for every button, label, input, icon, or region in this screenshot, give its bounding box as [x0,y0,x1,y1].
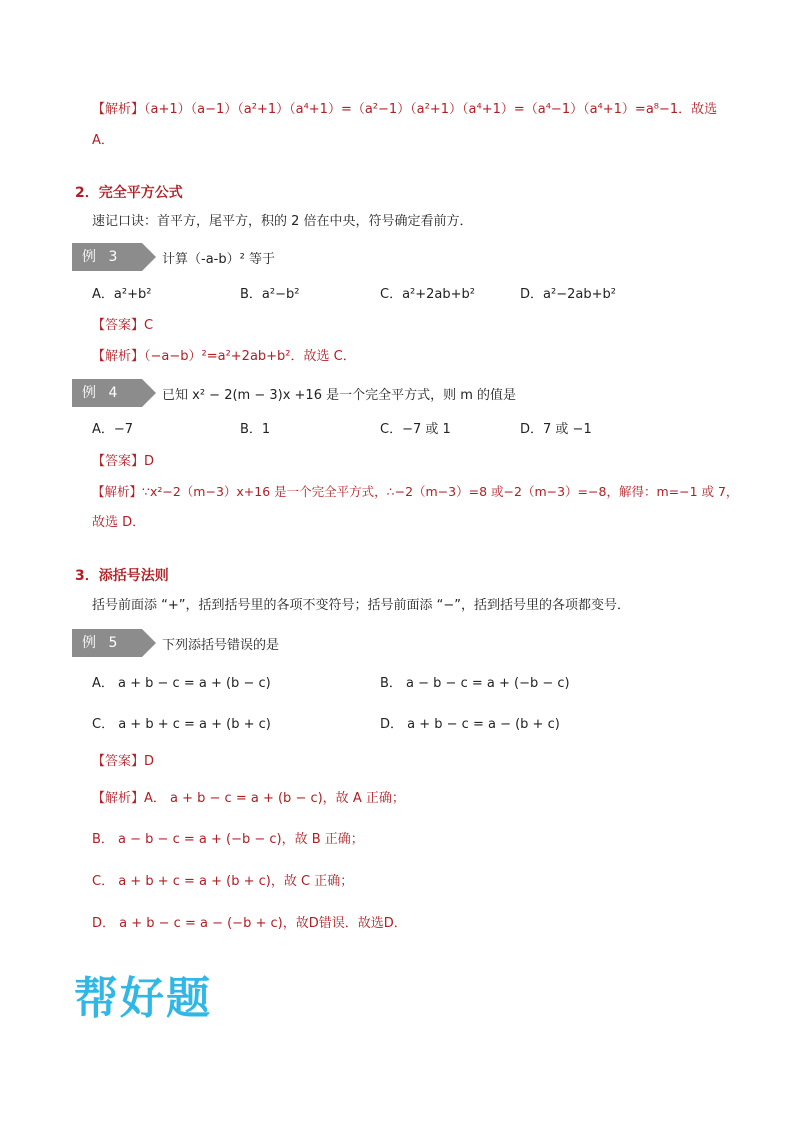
example-3 [72,243,275,271]
example-5 [72,629,279,657]
example-question: 已知 x² − 2(m − 3)x +16 是一个完全平方式，则 m 的值是 [162,387,517,403]
ex2-analysis-line1: 【解析】（a+1）（a−1）（a²+1）（a⁴+1）=（a²−1）（a²+1）（a⁴+1）=（a⁴−1）（a⁴+1）=a⁸−1．故选 [92,102,718,117]
option-a: A．−7 [92,422,134,437]
option-c: C． a + b + c = a + (b + c) [92,717,271,732]
analysis-line2: 故选 D． [92,515,146,530]
brand-logo: 帮好题 [74,973,212,1024]
analysis-line-b: B． a − b − c = a + (−b − c)，故 B 正确； [92,832,364,847]
option-a: A．a²+b² [92,287,152,302]
rule-text-3: 括号前面添 “+”，括到括号里的各项不变符号；括号前面添 “−”，括到括号里的各项都变号． [92,598,630,613]
example-tag: 例 4 [72,379,142,407]
option-a: A． a + b − c = a + (b − c) [92,676,271,691]
example-question: 下列添括号错误的是 [162,637,280,653]
option-c: C．a²+2ab+b² [380,287,475,302]
example-tag: 例 5 [72,629,142,657]
option-b: B．a²−b² [240,287,300,302]
analysis-line-a: 【解析】A． a + b − c = a + (b − c)，故 A 正确； [92,791,405,806]
analysis-line1: 【解析】∵x²−2（m−3）x+16 是一个完全平方式，∴−2（m−3）=8 或−2（m−3）=−8，解得：m=−1 或 7， [92,484,739,499]
rule-text-2: 速记口诀：首平方，尾平方，积的 2 倍在中央，符号确定看前方． [92,214,473,229]
example-question: 计算（-a-b）² 等于 [162,251,275,267]
option-d: D．7 或 −1 [520,422,592,437]
analysis-line-c: C． a + b + c = a + (b + c)，故 C 正确； [92,874,354,889]
analysis-line-d: D． a + b − c = a − (−b + c)，故D错误．故选D． [92,916,407,931]
section-heading-2: 2．完全平方公式 [75,185,183,201]
option-b: B．1 [240,422,271,437]
answer: 【答案】D [92,754,155,769]
analysis: 【解析】（−a−b）²=a²+2ab+b²．故选 C． [92,349,356,364]
answer: 【答案】D [92,454,155,469]
ex2-analysis-line2: A． [92,133,114,148]
option-d: D． a + b − c = a − (b + c) [380,717,560,732]
section-heading-3: 3．添括号法则 [75,568,169,584]
example-tag: 例 3 [72,243,142,271]
option-d: D．a²−2ab+b² [520,287,616,302]
example-4 [72,379,516,407]
option-c: C．−7 或 1 [380,422,451,437]
answer: 【答案】C [92,318,154,333]
option-b: B． a − b − c = a + (−b − c) [380,676,570,691]
